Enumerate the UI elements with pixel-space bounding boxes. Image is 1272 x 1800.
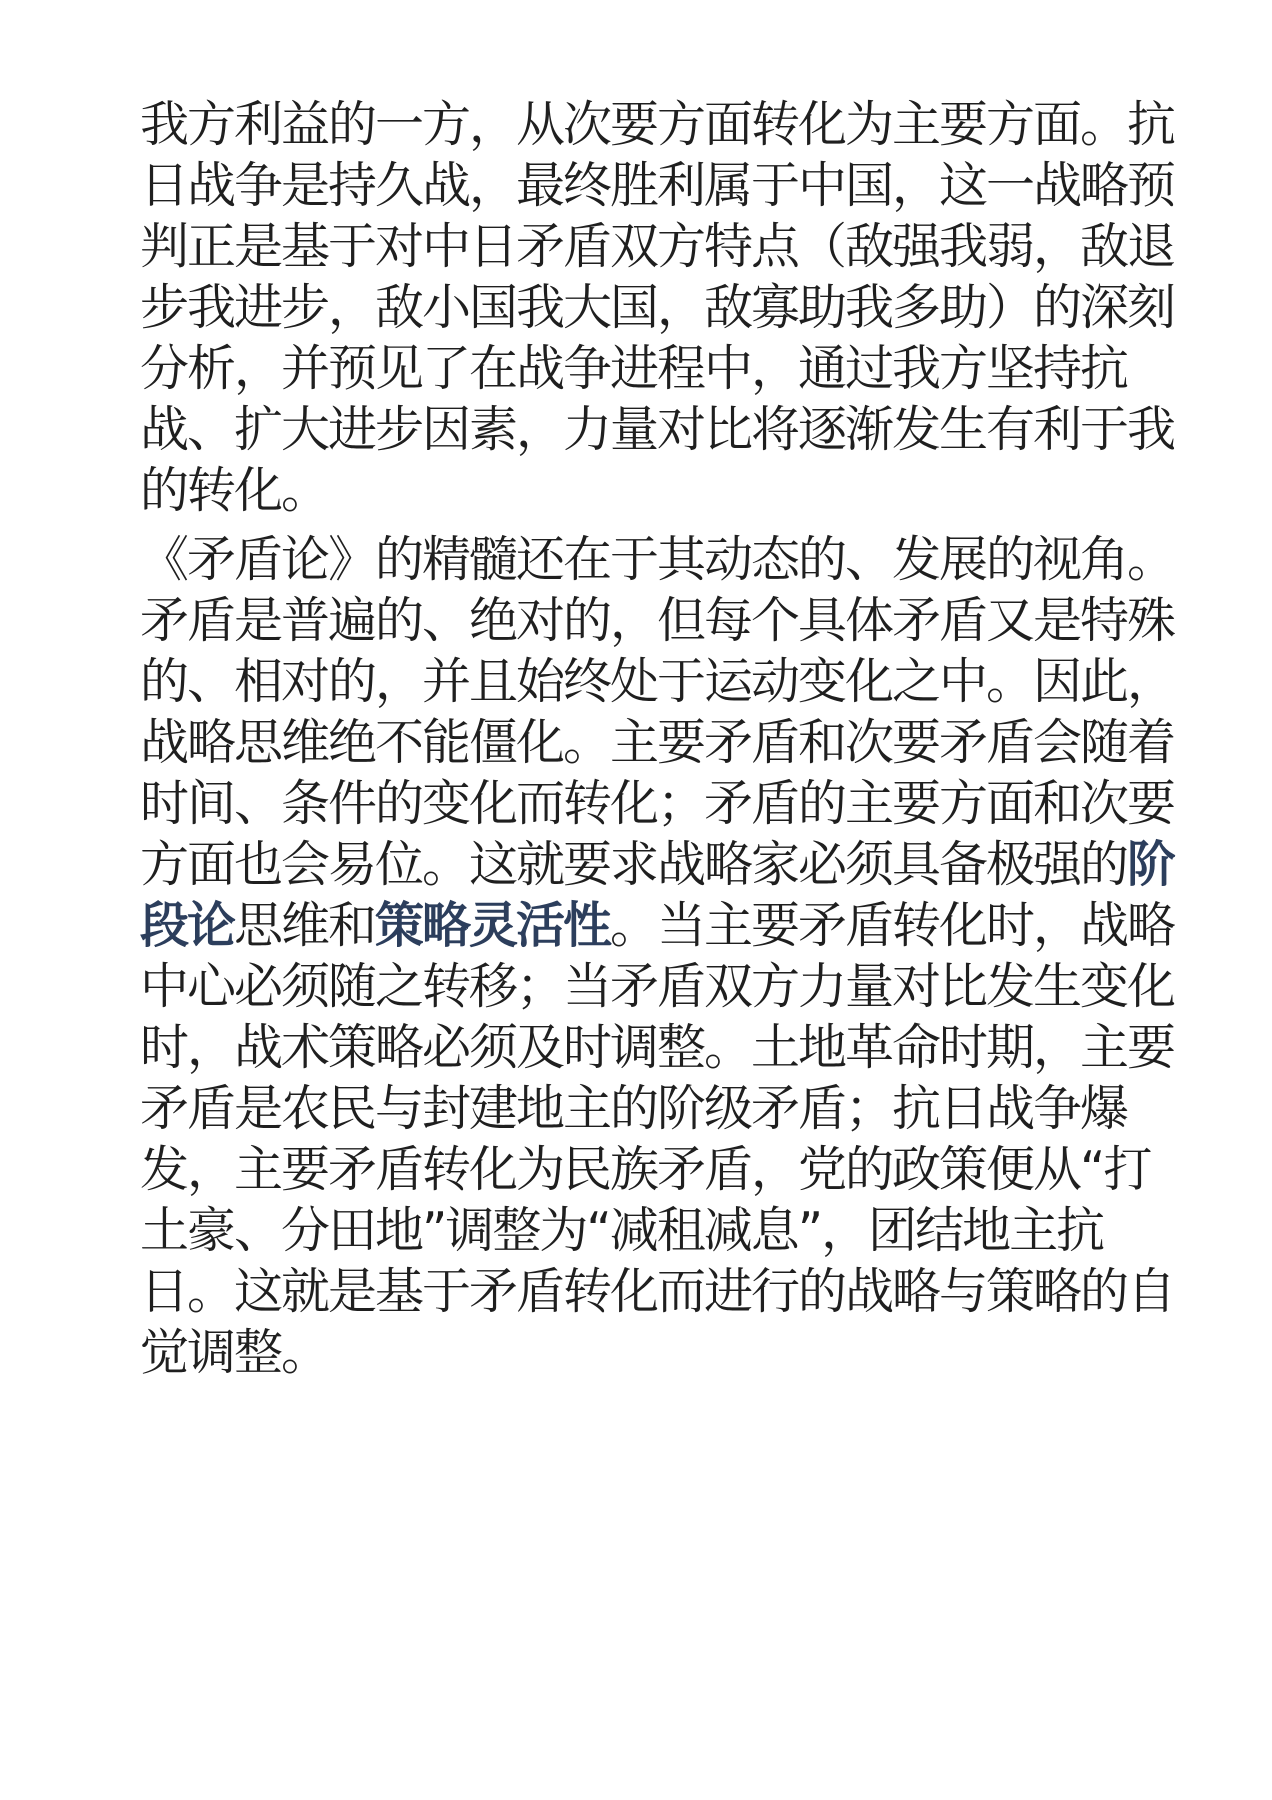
document-page (140, 94, 1175, 1383)
text-line: 我方利益的一方，从次要方面转化为主要方面。抗 (140, 96, 1175, 153)
text-line (140, 834, 1175, 895)
text-line: 战略思维绝不能僵化。主要矛盾和次要矛盾会随着 (140, 714, 1175, 771)
text-line (140, 895, 1175, 956)
text-line: 时间、条件的变化而转化；矛盾的主要方面和次要 (140, 775, 1175, 832)
text-segment: 思维和 (234, 897, 376, 954)
text-line: 发，主要矛盾转化为民族矛盾，党的政策便从“打 (140, 1141, 1151, 1198)
text-line: 日战争是持久战，最终胜利属于中国，这一战略预 (140, 157, 1175, 214)
paragraph-2 (140, 529, 1175, 1383)
emphasis-stage-theory-b: 段论 (140, 897, 235, 954)
text-line: 分析，并预见了在战争进程中，通过我方坚持抗 (140, 340, 1128, 397)
emphasis-strategy-flexibility: 策略灵活性 (375, 897, 611, 954)
text-line: 中心必须随之转移；当矛盾双方力量对比发生变化 (140, 958, 1175, 1015)
text-line: 土豪、分田地”调整为“减租减息”，团结地主抗 (140, 1202, 1104, 1259)
paragraph-1 (140, 94, 1175, 521)
text-segment: 方面也会易位。这就要求战略家必须具备极强的 (140, 836, 1128, 893)
text-line: 矛盾是农民与封建地主的阶级矛盾；抗日战争爆 (140, 1080, 1128, 1137)
text-line: 觉调整。 (140, 1324, 329, 1381)
text-line: 的转化。 (140, 462, 329, 519)
text-line: 的、相对的，并且始终处于运动变化之中。因此， (140, 653, 1175, 710)
text-line: 判正是基于对中日矛盾双方特点（敌强我弱，敌退 (140, 218, 1175, 275)
text-segment: 。当主要矛盾转化时，战略 (610, 897, 1175, 954)
text-line: 《矛盾论》的精髓还在于其动态的、发展的视角。 (140, 531, 1175, 588)
text-line: 战、扩大进步因素，力量对比将逐渐发生有利于我 (140, 401, 1175, 458)
text-line: 日。这就是基于矛盾转化而进行的战略与策略的自 (140, 1263, 1175, 1320)
text-line: 步我进步，敌小国我大国，敌寡助我多助）的深刻 (140, 279, 1175, 336)
emphasis-stage-theory-a: 阶 (1127, 836, 1175, 893)
text-line: 时，战术策略必须及时调整。土地革命时期，主要 (140, 1019, 1175, 1076)
text-line: 矛盾是普遍的、绝对的，但每个具体矛盾又是特殊 (140, 592, 1175, 649)
